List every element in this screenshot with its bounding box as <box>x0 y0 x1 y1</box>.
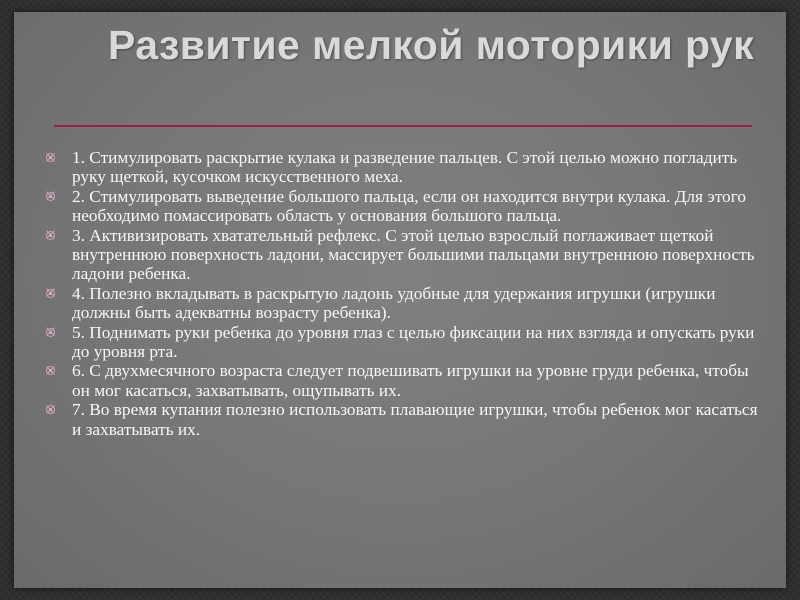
list-item-text: 7. Во время купания полезно использовать плавающие игрушки, чтобы ребенок мог касаться и захватывать их. <box>72 400 758 439</box>
list-item-text: 1. Стимулировать раскрытие кулака и разведение пальцев. С этой целью можно погладить руку щеткой, кусочком искусственного меха. <box>72 148 738 187</box>
list-item <box>46 284 758 323</box>
list-item-text: 5. Поднимать руки ребенка до уровня глаз с целью фиксации на них взгляда и опускать руки до уровня рта. <box>72 322 755 362</box>
list-item <box>46 226 758 284</box>
bullet-list <box>46 148 758 439</box>
list-item-text: 4. Полезно вкладывать в раскрытую ладонь удобные для удержания игрушки (игрушки должны быть адекватны возрасту ребенка). <box>72 283 716 323</box>
bullet-icon <box>46 289 55 298</box>
bullet-icon <box>46 405 55 414</box>
bullet-icon <box>46 366 55 375</box>
list-item <box>46 323 758 362</box>
slide-title: Развитие мелкой моторики рук <box>108 22 754 68</box>
title-divider <box>54 125 752 127</box>
bullet-icon <box>46 231 55 240</box>
bullet-icon <box>46 328 55 337</box>
list-item-text: 2. Стимулировать выведение большого пальца, если он находится внутри кулака. Для этого необходимо помассировать область у основания большого пальца. <box>72 186 747 226</box>
list-item <box>46 187 758 226</box>
list-item <box>46 400 758 439</box>
bullet-icon <box>46 192 55 201</box>
bullet-icon <box>46 153 55 162</box>
list-item <box>46 148 758 187</box>
list-item <box>46 361 758 400</box>
list-item-text: 3. Активизировать хватательный рефлекс. С этой целью взрослый поглаживает щеткой внутреннюю поверхность ладони, массирует большими пальцами внутреннюю поверхность ладони ребенка. <box>72 225 755 284</box>
list-item-text: 6. С двухмесячного возраста следует подвешивать игрушки на уровне груди ребенка, чтобы он мог касаться, захватывать, ощупывать их. <box>72 361 749 400</box>
